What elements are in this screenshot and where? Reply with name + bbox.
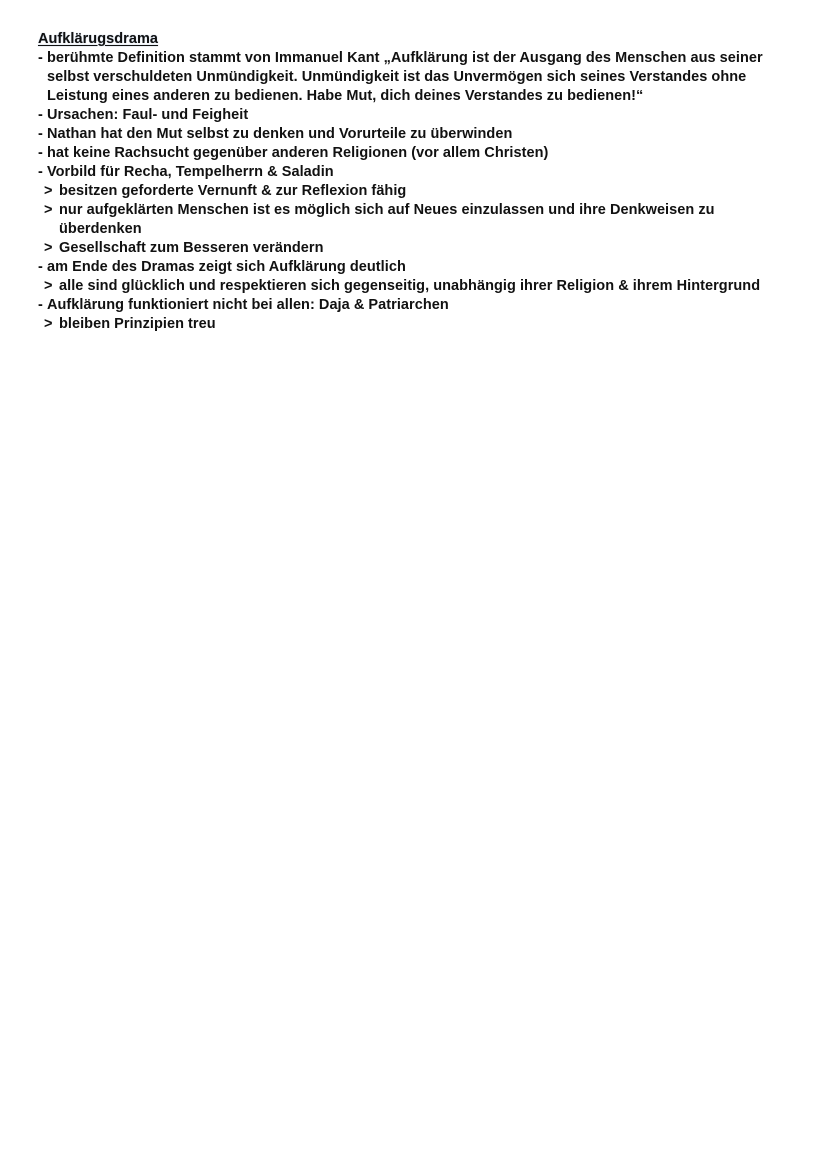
dash-marker: - [38,164,43,180]
sub-list-item [38,277,798,296]
arrow-marker: > [44,202,53,218]
arrow-marker: > [44,183,53,199]
list-item-text: Ursachen: Faul- und Feigheit [47,107,249,123]
sub-list-item-text: alle sind glücklich und respektieren sich gegenseitig, unabhängig ihrer Religion & ihrem Hintergrund [59,278,761,294]
list-item [38,144,798,163]
list-item [38,49,798,106]
list-item [38,163,798,182]
arrow-marker: > [44,278,53,294]
sub-list-item-text: nur aufgeklärten Menschen ist es möglich sich auf Neues einzulassen und ihre Denkweisen zu überdenken [59,202,715,237]
sub-list-item [38,182,798,201]
list-item [38,125,798,144]
dash-marker: - [38,126,43,142]
list-item [38,296,798,315]
sub-list-item-text: Gesellschaft zum Besseren verändern [59,240,324,256]
sub-list-item [38,315,798,334]
dash-marker: - [38,107,43,123]
document-title: Aufklärugsdrama [38,31,159,47]
dash-marker: - [38,50,43,66]
list-item-text: Aufklärung funktioniert nicht bei allen: Daja & Patriarchen [47,297,449,313]
list-item [38,106,798,125]
sub-list-item [38,201,798,239]
sub-list-item-text: bleiben Prinzipien treu [59,316,216,332]
sub-list-item [38,239,798,258]
list-item [38,258,798,277]
list-item-text: hat keine Rachsucht gegenüber anderen Religionen (vor allem Christen) [47,145,549,161]
list-item-text: berühmte Definition stammt von Immanuel Kant „Aufklärung ist der Ausgang des Menschen aus seiner selbst verschuldeten Unmündigkeit. Unmündigkeit ist das Unvermögen sich seines Verstandes ohne Leistung eines anderen zu bedienen. Habe Mut, dich deines Verstandes zu bedienen!“ [47,50,763,104]
arrow-marker: > [44,316,53,332]
list-item-text: Nathan hat den Mut selbst zu denken und Vorurteile zu überwinden [47,126,513,142]
dash-marker: - [38,259,43,275]
list-item-text: Vorbild für Recha, Tempelherrn & Saladin [47,164,334,180]
arrow-marker: > [44,240,53,256]
sub-list-item-text: besitzen geforderte Vernunft & zur Reflexion fähig [59,183,407,199]
dash-marker: - [38,297,43,313]
list-item-text: am Ende des Dramas zeigt sich Aufklärung deutlich [47,259,406,275]
dash-marker: - [38,145,43,161]
document-page [38,30,798,334]
